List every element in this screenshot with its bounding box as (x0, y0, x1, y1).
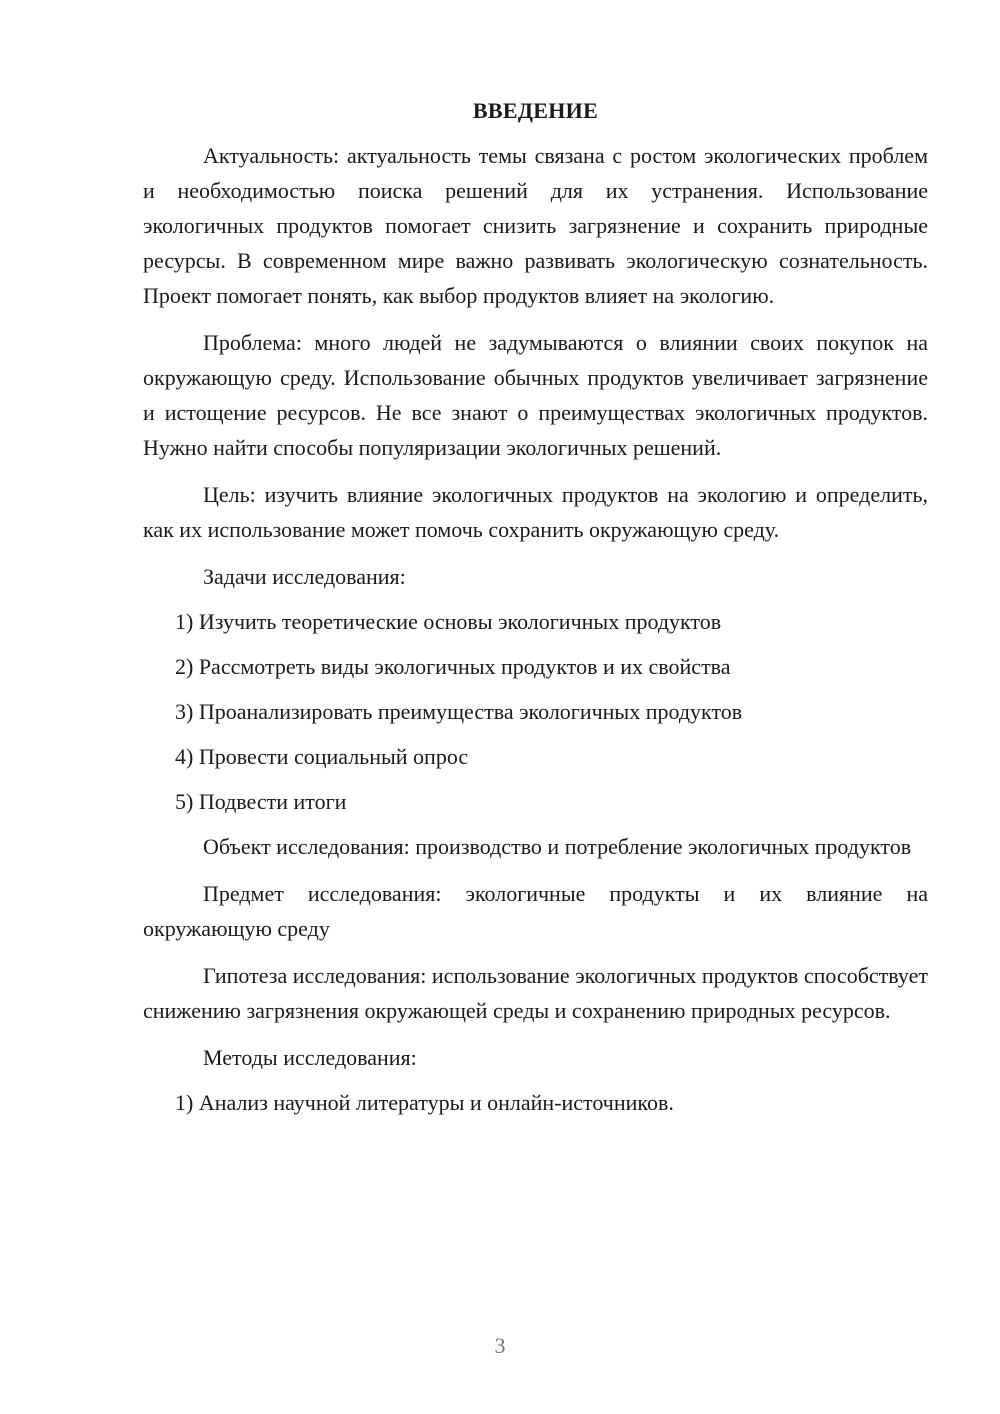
methods-label: Методы исследования: (203, 1045, 417, 1070)
hypothesis-paragraph: Гипотеза исследования: использование экологичных продуктов способствует снижению загрязнения окружающей среды и сохранению природных ресурсов. (143, 963, 928, 1023)
relevance-paragraph: Актуальность: актуальность темы связана с ростом экологических проблем и необходимостью поиска решений для их устранения. Использование экологичных продуктов помогает снизить загрязнение и сохранить природные ресурсы. В современном мире важно развивать экологическую сознательность. Проект помогает понять, как выбор продуктов влияет на экологию. (143, 143, 928, 308)
problem-paragraph: Проблема: много людей не задумываются о влиянии своих покупок на окружающую среду. Использование обычных продуктов увеличивает загрязнение и истощение ресурсов. Не все знают о преимуществах экологичных продуктов. Нужно найти способы популяризации экологичных решений. (143, 330, 928, 460)
list-item: 2) Рассмотреть виды экологичных продуктов и их свойства (175, 654, 731, 679)
object-paragraph: Объект исследования: производство и потребление экологичных продуктов (203, 834, 912, 859)
document-page (143, 96, 928, 1130)
tasks-list (143, 604, 928, 819)
page-number: 3 (494, 1333, 506, 1358)
page-heading: ВВЕДЕНИЕ (472, 98, 599, 123)
list-item: 4) Провести социальный опрос (175, 744, 469, 769)
list-item: 5) Подвести итоги (175, 789, 347, 814)
list-item: 3) Проанализировать преимущества экологичных продуктов (175, 699, 743, 724)
list-item: 1) Анализ научной литературы и онлайн-источников. (175, 1090, 674, 1115)
methods-list (143, 1085, 928, 1120)
tasks-label: Задачи исследования: (203, 564, 406, 589)
list-item: 1) Изучить теоретические основы экологичных продуктов (175, 609, 722, 634)
goal-paragraph: Цель: изучить влияние экологичных продуктов на экологию и определить, как их использование может помочь сохранить окружающую среду. (143, 482, 928, 542)
subject-paragraph: Предмет исследования: экологичные продукты и их влияние на окружающую среду (143, 881, 928, 941)
